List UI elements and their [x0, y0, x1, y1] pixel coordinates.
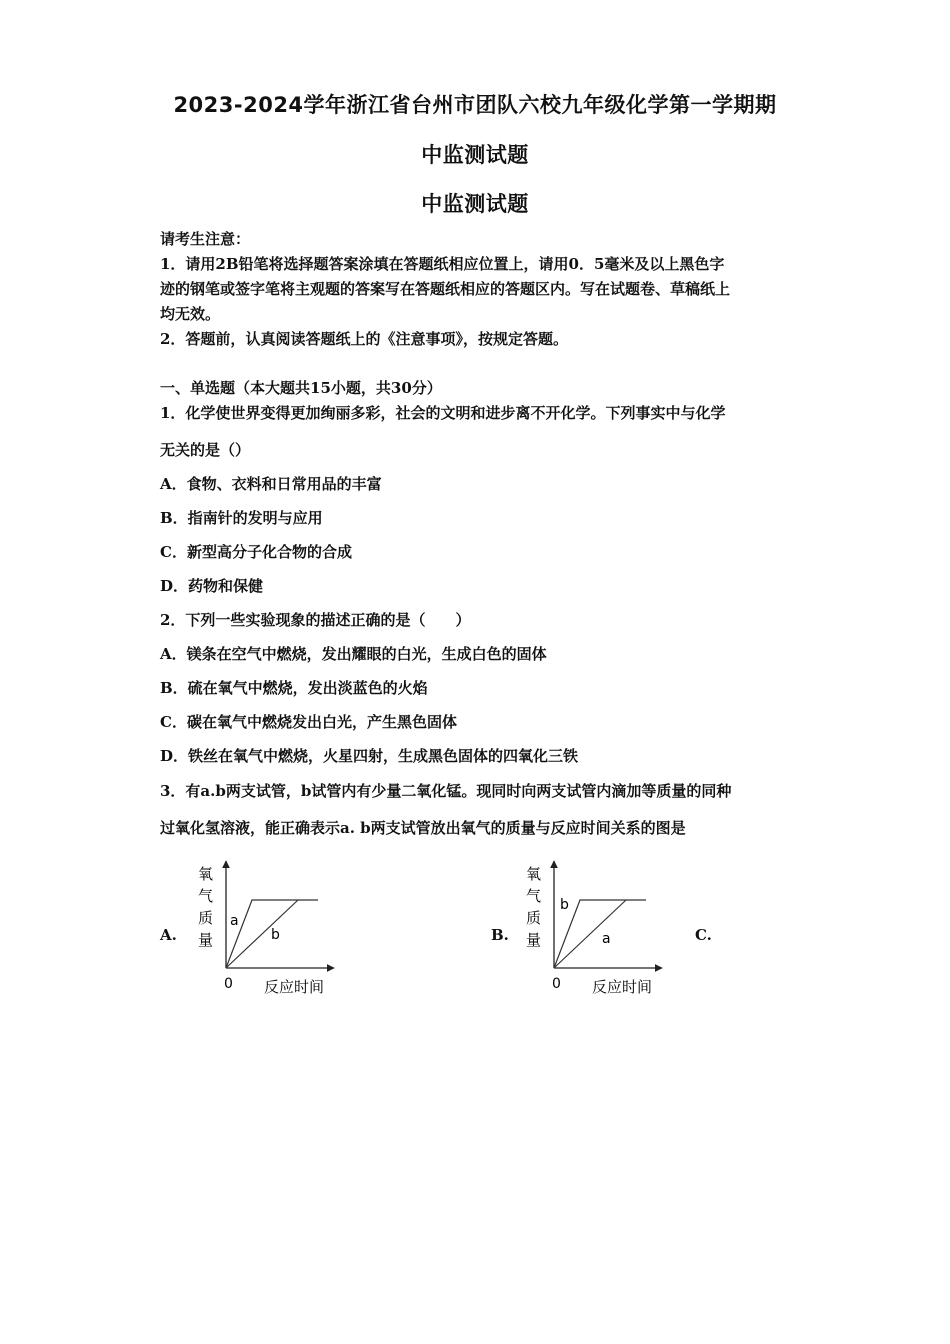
- graph-b-y-label-2: 气: [526, 887, 542, 905]
- graph-b-y-label-4: 量: [526, 931, 542, 949]
- q2-stem: 2．下列一些实验现象的描述正确的是（ ）: [160, 611, 471, 629]
- graph-a-curve-shallow: [226, 900, 298, 968]
- page-title-line3: 中监测试题: [421, 192, 529, 216]
- graph-a-shallow-label: b: [271, 927, 280, 943]
- notice-heading: 请考生注意：: [160, 230, 251, 248]
- q3-stem-line2: 过氧化氢溶液，能正确表示a. b两支试管放出氧气的质量与反应时间关系的图是: [160, 819, 686, 837]
- q1-option-d: D．药物和保健: [160, 577, 264, 595]
- graph-b-y-label-1: 氧: [526, 865, 542, 883]
- q3-option-c-label: C.: [695, 926, 712, 944]
- notice-item1-line2: 迹的钢笔或签字笔将主观题的答案写在答题纸相应的答题区内。写在试题卷、草稿纸上: [160, 280, 731, 298]
- graph-b-x-label: 反应时间: [592, 978, 653, 996]
- q1-option-b: B．指南针的发明与应用: [160, 509, 323, 527]
- notice-item1-line3: 均无效。: [160, 305, 221, 323]
- graph-a-x-label: 反应时间: [264, 978, 325, 996]
- q1-option-a: A．食物、衣料和日常用品的丰富: [160, 475, 382, 493]
- q3-stem-line1: 3．有a.b两支试管，b试管内有少量二氧化锰。现同时向两支试管内滴加等质量的同种: [160, 782, 732, 800]
- graph-a-y-label-2: 气: [198, 887, 214, 905]
- q2-option-c: C．碳在氧气中燃烧发出白光，产生黑色固体: [160, 713, 457, 731]
- page-title-line1: 2023-2024学年浙江省台州市团队六校九年级化学第一学期期: [173, 93, 777, 117]
- graph-a-steep-label: a: [230, 913, 239, 929]
- q1-option-c: C．新型高分子化合物的合成: [160, 543, 352, 561]
- section-heading: 一、单选题（本大题共15小题，共30分）: [160, 379, 442, 397]
- graph-b-y-label-3: 质: [526, 909, 542, 927]
- q3-option-b-label: B.: [491, 926, 509, 944]
- page-title-line2: 中监测试题: [421, 143, 529, 167]
- notice-item1-line1: 1．请用2B铅笔将选择题答案涂填在答题纸相应位置上，请用0．5毫米及以上黑色字: [160, 255, 725, 273]
- graph-b-steep-label: b: [560, 897, 569, 913]
- q3-option-a-label: A.: [160, 926, 177, 944]
- graph-a-origin: 0: [224, 976, 233, 992]
- q2-option-d: D．铁丝在氧气中燃烧，火星四射，生成黑色固体的四氧化三铁: [160, 747, 579, 765]
- q1-stem-line2: 无关的是（）: [160, 441, 251, 459]
- graph-b-shallow-label: a: [602, 931, 611, 947]
- graph-b-origin: 0: [552, 976, 561, 992]
- q2-option-b: B．硫在氧气中燃烧，发出淡蓝色的火焰: [160, 679, 428, 697]
- q3-graph-a: [190, 855, 350, 1000]
- graph-a-y-label-1: 氧: [198, 865, 214, 883]
- graph-a-y-label-3: 质: [198, 909, 214, 927]
- q2-option-a: A．镁条在空气中燃烧，发出耀眼的白光，生成白色的固体: [160, 645, 547, 663]
- q1-stem-line1: 1．化学使世界变得更加绚丽多彩，社会的文明和进步离不开化学。下列事实中与化学: [160, 404, 726, 422]
- graph-a-y-label-4: 量: [198, 931, 214, 949]
- q3-graph-b: [518, 855, 678, 1000]
- notice-item2: 2．答题前，认真阅读答题纸上的《注意事项》，按规定答题。: [160, 330, 568, 348]
